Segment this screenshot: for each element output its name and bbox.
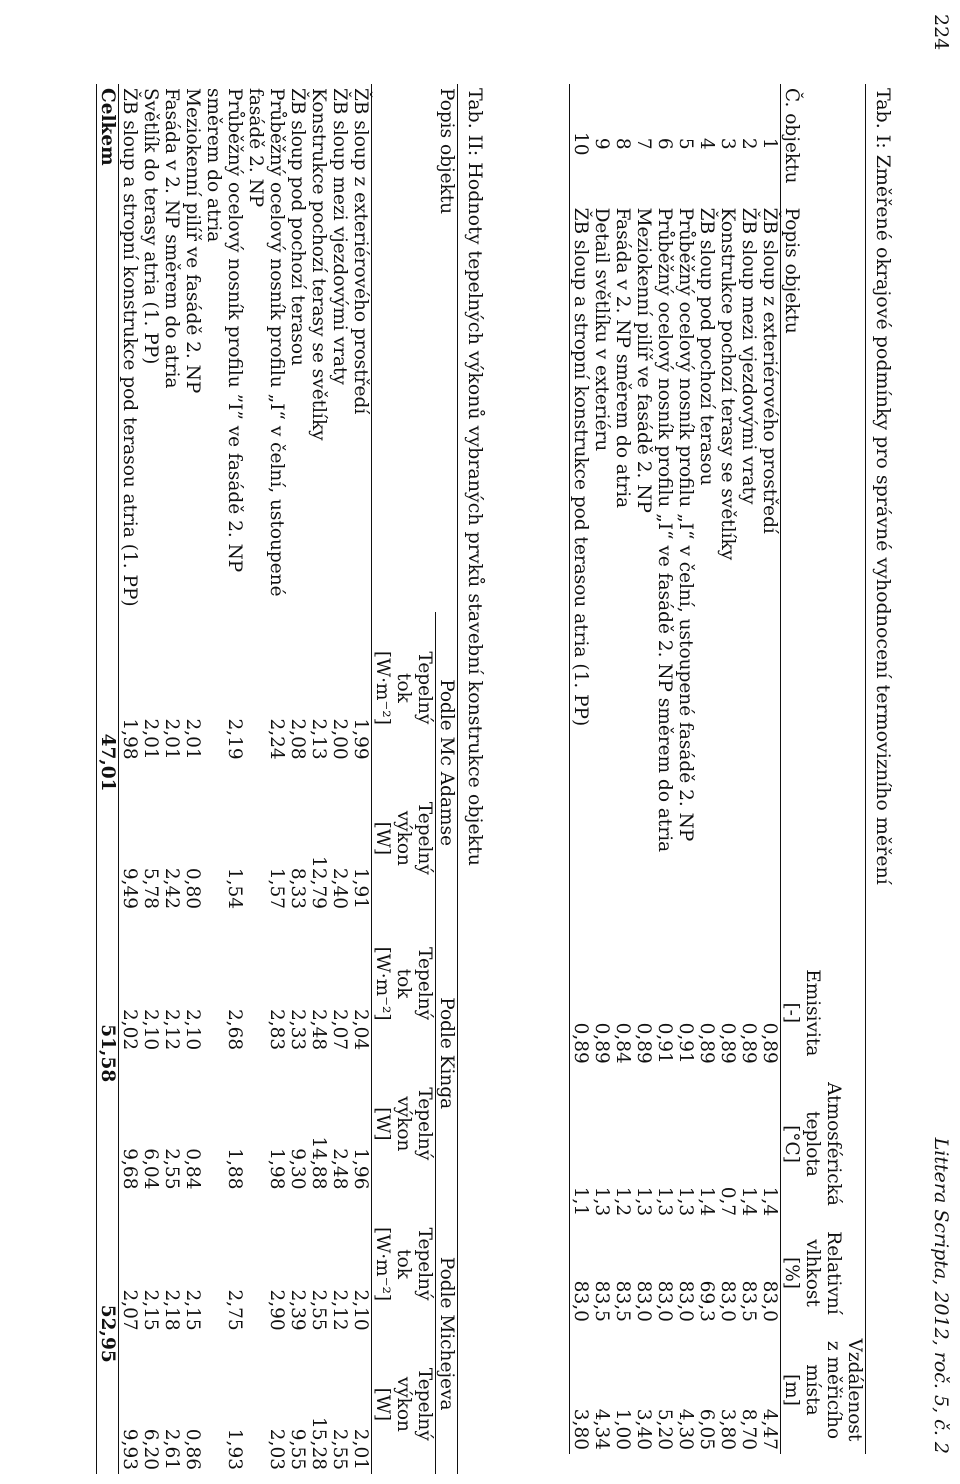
table2-cell: 2,03: [266, 1428, 287, 1470]
table2-cell: 2,10: [140, 1009, 161, 1051]
table1-row: [675, 84, 696, 1454]
table1-cell: 83,5: [612, 1280, 633, 1322]
table2-sub-header: [372, 1193, 436, 1334]
table1-cell: 9: [591, 137, 612, 150]
table2-cell: 2,13: [308, 718, 329, 760]
table2-total-value: 52,95: [97, 1193, 119, 1474]
table1-cell: 83,0: [717, 1280, 738, 1322]
table2-sub-header-line-2: [W]: [372, 1387, 393, 1422]
table1-cell: 1,4: [759, 1068, 781, 1220]
table2-cell: 2,10: [182, 1009, 203, 1051]
table2-sub-header: [372, 612, 436, 763]
table2-row: [308, 84, 329, 1474]
table2-cell: 9,49: [119, 867, 140, 910]
table2-sub-header-line-2: [W·m⁻²]: [372, 1227, 393, 1302]
table1-cell: 83,0: [675, 1280, 696, 1322]
table1-header-row: [781, 84, 866, 1454]
table2-cell: 2,55: [329, 1428, 350, 1470]
table1-col-header: [781, 1068, 866, 1220]
table1-cell: 3: [717, 137, 738, 150]
table1-cell: 5,20: [654, 1408, 675, 1450]
table2-cell: 1,96: [350, 1054, 372, 1193]
table2-cell: 2,55: [308, 1289, 329, 1331]
table1-cell: ŽB sloup pod pochozí terasou: [696, 207, 717, 486]
table2-cell: ŽB sloup mezi vjezdovými vraty: [329, 88, 350, 385]
table1-cell: 83,5: [738, 1280, 759, 1322]
table2-cell: Meziokenní pilíř ve fasádě 2. NP: [182, 88, 203, 394]
table2-sub-header-line-0: Tepelný: [414, 1227, 435, 1301]
table1-cell: Fasáda v 2. NP směrem do atria: [612, 207, 633, 509]
table2-cell: 2,10: [350, 1193, 372, 1334]
table1-cell: ŽB sloup z exteriérového prostředí: [759, 204, 781, 958]
table1-cell: 1,4: [738, 1186, 759, 1217]
table2-cell: Fasáda v 2. NP směrem do atria: [161, 88, 182, 389]
table1-row: [717, 84, 738, 1454]
table2-cell: 9,55: [287, 1428, 308, 1470]
table1-col-header: [781, 204, 866, 958]
table1-cell: 69,3: [696, 1280, 717, 1322]
table2-group-row: [436, 84, 458, 1474]
table1-row: [570, 84, 592, 1454]
table2-cell: ŽB sloup z exteriérového prostředí: [350, 84, 372, 612]
table2-cell: 9,68: [119, 1148, 140, 1190]
table1-col-header: [781, 84, 866, 204]
table2-row: [161, 84, 182, 1474]
table1-cell: Průběžný ocelový nosník profilu „I“ v čelní, ustoupené fasádě 2. NP: [675, 207, 696, 842]
table2-cell: 2,19: [224, 718, 245, 760]
table1-cell: 83,0: [654, 1280, 675, 1322]
table2-sub-header-line-1: tok: [393, 673, 414, 703]
table2-cell: 6,04: [140, 1148, 161, 1190]
table2-sub-header-line-1: tok: [393, 968, 414, 999]
table2-cell: 2,00: [329, 718, 350, 760]
table2-caption: Tab. II: Hodnoty tepelných výkonů vybraných prvků stavební konstrukce objektu: [464, 88, 486, 867]
table2-cell: 1,93: [224, 1428, 245, 1470]
table1-cell: 10: [570, 84, 592, 204]
table1-cell: 0,89: [717, 1022, 738, 1064]
table2-sub-header: [372, 913, 436, 1054]
table1-cell: 0,89: [738, 1022, 759, 1064]
table1-cell: 0,91: [654, 1022, 675, 1064]
table2-cell: 15,28: [308, 1417, 329, 1470]
table2-cell: 2,04: [350, 913, 372, 1054]
table1-cell: 7: [633, 137, 654, 150]
table2-cell: 1,54: [224, 867, 245, 910]
table2-sub-header-line-1: tok: [393, 1249, 414, 1279]
table2-cell: 0,84: [182, 1148, 203, 1190]
table2-total-label: Celkem: [97, 84, 119, 612]
table2-cell: 2,61: [161, 1428, 182, 1470]
table1-cell: 6,05: [696, 1408, 717, 1450]
table2-sub-header-line-1: výkon: [393, 1096, 414, 1152]
table1-cell: 0,89: [759, 958, 781, 1068]
table1-cell: 5: [675, 137, 696, 150]
table1-col-header-line-0: Relativní: [823, 1231, 844, 1315]
table2-cell: 8,33: [287, 867, 308, 910]
table1-cell: 2: [738, 137, 759, 150]
table2-cell: 1,88: [224, 1148, 245, 1190]
table2-cell: 2,75: [224, 1289, 245, 1331]
table1-col-header-line-3: [m]: [781, 1373, 802, 1406]
table1-row: [654, 84, 675, 1454]
table1-col-header-line-1: teplota: [802, 1111, 823, 1177]
page-number: 224: [930, 14, 952, 51]
table1-col-header-line-0: Atmosférická: [823, 1082, 844, 1206]
table2-sub-header-line-1: výkon: [393, 810, 414, 866]
table1-cell: ŽB sloup a stropní konstrukce pod terasou atria (1. PP): [570, 204, 592, 958]
table1-cell: 1,4: [696, 1186, 717, 1217]
table1-cell: 8,70: [738, 1408, 759, 1450]
table1-cell: 1,2: [612, 1186, 633, 1217]
table2-total-row: [97, 84, 119, 1474]
table2-cell: Průběžný ocelový nosník profilu ”I” ve fasádě 2. NP směrem do atria: [203, 88, 245, 573]
table1-cell: 0,89: [696, 1022, 717, 1064]
table1-cell: 3,40: [633, 1408, 654, 1450]
table1-cell: 0,89: [570, 958, 592, 1068]
table2-cell: 2,33: [287, 1009, 308, 1051]
table1-col-header-line-1: z měřicího: [823, 1340, 844, 1440]
table2-cell: ŽB sloup pod pochozí terasou: [287, 88, 308, 366]
table2-sub-header-line-0: Tepelný: [414, 1087, 435, 1161]
table2-cell: 6,20: [140, 1428, 161, 1470]
table1-cell: 1,1: [570, 1068, 592, 1220]
table1-cell: 3,80: [717, 1408, 738, 1450]
table2-cell: 2,15: [140, 1289, 161, 1331]
table2-sub-header: [372, 1335, 436, 1474]
table2-cell: 2,08: [287, 718, 308, 760]
table2-cell: 1,98: [266, 1148, 287, 1190]
table1-cell: 1,3: [654, 1186, 675, 1217]
table2-cell: Světlík do terasy atria (1. PP): [140, 88, 161, 365]
journal-title: Littera Scripta, 2012, roč. 5, č. 2: [930, 1137, 952, 1454]
table2-cell: 2,83: [266, 1009, 287, 1051]
table2-row: [140, 84, 161, 1474]
table2-row: [119, 84, 141, 1474]
table2-cell: 2,01: [350, 1335, 372, 1474]
table2-total-value: 51,58: [97, 913, 119, 1193]
table2-cell: 2,12: [329, 1289, 350, 1331]
table2-sub-header: [372, 1054, 436, 1193]
table1-row: [591, 84, 612, 1454]
table2-total-value: 47,01: [97, 612, 119, 913]
table2-group-header: Podle Michejeva: [436, 1193, 458, 1474]
table1-row: [633, 84, 654, 1454]
table2-cell: 2,01: [161, 718, 182, 760]
table2-cell: 2,01: [140, 718, 161, 760]
table1-col-header-line-0: Vzdálenost: [844, 1338, 865, 1442]
table1-row: [738, 84, 759, 1454]
table1: [569, 84, 866, 1454]
table2-cell: 2,48: [308, 1009, 329, 1051]
table1-cell: 0,91: [675, 1022, 696, 1064]
table2-row: [203, 84, 245, 1474]
table2-sub-header-line-0: Tepelný: [414, 947, 435, 1021]
table2-sub-header-line-0: Tepelný: [414, 801, 435, 875]
table2-sub-header: [372, 764, 436, 913]
table1-col-header: [781, 958, 866, 1068]
table1-col-header: [781, 1220, 866, 1326]
table2-group-header: Podle Mc Adamse: [436, 612, 458, 913]
table2: [96, 84, 458, 1474]
running-header: [924, 14, 958, 1454]
table1-cell: 0,84: [612, 1022, 633, 1064]
table2-sub-header-line-2: [W·m⁻²]: [372, 650, 393, 725]
table1-cell: 0,89: [633, 1022, 654, 1064]
table1-col-header-line-0: Popis objektu: [781, 207, 802, 334]
table2-cell: 14,88: [308, 1136, 329, 1190]
table1-cell: 83,0: [759, 1220, 781, 1326]
table2-cell: 1,99: [350, 612, 372, 763]
table2-cell: 2,48: [329, 1148, 350, 1190]
table2-cell: 2,07: [119, 1289, 140, 1331]
table2-row: [245, 84, 287, 1474]
table1-cell: 4,30: [675, 1408, 696, 1450]
table2-cell: 2,68: [224, 1009, 245, 1051]
table1-cell: 3,80: [570, 1326, 592, 1454]
table2-cell: 5,78: [140, 867, 161, 910]
table1-col-header-line-2: [°C]: [781, 1125, 802, 1163]
table1-caption: Tab. I: Změřené okrajové podmínky pro správné vyhodnocení termovizního měření: [872, 88, 894, 885]
table1-cell: 1,3: [675, 1186, 696, 1217]
table1-cell: Meziokenní pilíř ve fasádě 2. NP: [633, 207, 654, 513]
table2-cell: 1,98: [119, 718, 140, 760]
table1-cell: ŽB sloup mezi vjezdovými vraty: [738, 207, 759, 505]
table1-cell: 4: [696, 137, 717, 150]
table1-col-header-line-2: místa: [802, 1364, 823, 1416]
table1-cell: 83,0: [633, 1280, 654, 1322]
table2-row: [350, 84, 372, 1474]
table2-cell: ŽB sloup a stropní konstrukce pod terasou atria (1. PP): [119, 88, 140, 607]
table1-row: [696, 84, 717, 1454]
table1-col-header-line-0: Č. objektu: [781, 88, 802, 184]
table1-cell: Průběžný ocelový nosník profilu „I“ ve fasádě 2. NP směrem do atria: [654, 207, 675, 853]
table2-sub-header-line-0: Tepelný: [414, 1367, 435, 1441]
table2-sub-header-line-2: [W]: [372, 1107, 393, 1141]
table2-cell: 2,15: [182, 1289, 203, 1331]
table2-cell: 2,01: [182, 718, 203, 760]
table1-cell: 1,00: [612, 1408, 633, 1450]
table1-row: [612, 84, 633, 1454]
table2-cell: 0,80: [182, 867, 203, 910]
table1-col-header-line-1: vlhkost: [802, 1239, 823, 1307]
table1-cell: 0,7: [717, 1186, 738, 1217]
table1-cell: 6: [654, 137, 675, 150]
table2-row: [287, 84, 308, 1474]
table2-group-header: Podle Kinga: [436, 913, 458, 1193]
table2-cell: 9,93: [119, 1428, 140, 1470]
table2-cell: 2,02: [119, 1009, 140, 1051]
table2-cell: 2,07: [329, 1009, 350, 1051]
table2-cell: 2,24: [266, 718, 287, 760]
table2-cell: 0,86: [182, 1428, 203, 1470]
table1-col-header-line-0: Emisivita: [802, 969, 823, 1057]
table2-cell: 1,57: [266, 867, 287, 910]
table2-row: [329, 84, 350, 1474]
table1-cell: Konstrukce pochozí terasy se světlíky: [717, 207, 738, 561]
table1-col-header-line-1: [-]: [781, 1002, 802, 1024]
table2-desc-header: Popis objektu: [372, 84, 458, 612]
table1-cell: Detail světlíku v exteriéru: [591, 207, 612, 452]
table2-row: [182, 84, 203, 1474]
table2-cell: 2,90: [266, 1289, 287, 1331]
table1-cell: 4,47: [759, 1326, 781, 1454]
table2-sub-header-line-1: výkon: [393, 1376, 414, 1432]
table2-cell: 2,55: [161, 1148, 182, 1190]
table2-cell: Průběžný ocelový nosník profilu „I“ v čelní, ustoupené fasádě 2. NP: [245, 88, 287, 597]
table2-cell: 2,12: [161, 1009, 182, 1051]
table1-cell: 0,89: [591, 1022, 612, 1064]
table2-cell: 2,18: [161, 1289, 182, 1331]
table2-cell: 12,79: [308, 856, 329, 910]
table2-cell: 2,39: [287, 1289, 308, 1331]
table2-cell: 9,30: [287, 1148, 308, 1190]
table1-cell: 4,34: [591, 1408, 612, 1450]
table1-cell: 83,5: [591, 1280, 612, 1322]
table2-sub-header-line-0: Tepelný: [414, 651, 435, 725]
table1-cell: 1,3: [633, 1186, 654, 1217]
table1-cell: 83,0: [570, 1220, 592, 1326]
table1-row: [759, 84, 781, 1454]
table2-sub-header-line-2: [W]: [372, 821, 393, 856]
table2-cell: 1,91: [350, 764, 372, 913]
table2-cell: Konstrukce pochozí terasy se světlíky: [308, 88, 329, 441]
table2-cell: 2,40: [329, 867, 350, 910]
table1-col-header-line-2: [%]: [781, 1257, 802, 1290]
table1-cell: 1,3: [591, 1186, 612, 1217]
table1-cell: 1: [759, 84, 781, 204]
table2-cell: 2,42: [161, 867, 182, 910]
table1-cell: 8: [612, 137, 633, 150]
table1-col-header: [781, 1326, 866, 1454]
table2-sub-header-line-2: [W·m⁻²]: [372, 946, 393, 1021]
